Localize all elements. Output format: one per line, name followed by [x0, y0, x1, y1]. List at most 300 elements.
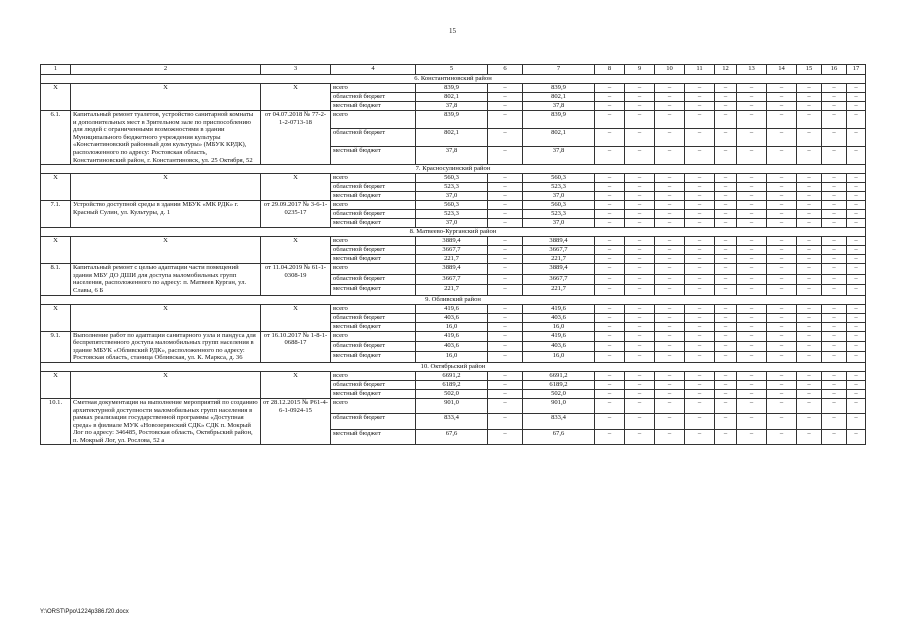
dash-cell: –	[595, 201, 625, 210]
amount-col7: 37,8	[523, 147, 595, 165]
dash-cell: –	[822, 237, 847, 246]
item-number: 7.1.	[41, 201, 71, 228]
dash-cell: –	[767, 183, 797, 192]
x-mark-cell: Х	[71, 84, 261, 111]
budget-source-label: всего	[331, 398, 416, 414]
dash-cell: –	[767, 174, 797, 183]
dash-cell: –	[488, 102, 523, 111]
dash-cell: –	[822, 246, 847, 255]
item-row	[41, 201, 866, 210]
dash-cell: –	[822, 304, 847, 313]
dash-cell: –	[625, 210, 655, 219]
x-mark-cell: Х	[41, 84, 71, 111]
dash-cell: –	[797, 429, 822, 445]
dash-cell: –	[767, 147, 797, 165]
dash-cell: –	[847, 183, 866, 192]
dash-cell: –	[767, 210, 797, 219]
dash-cell: –	[488, 389, 523, 398]
dash-cell: –	[847, 389, 866, 398]
dash-cell: –	[715, 102, 737, 111]
x-mark-cell: Х	[261, 304, 331, 331]
column-number-cell: 12	[715, 65, 737, 75]
dash-cell: –	[625, 102, 655, 111]
dash-cell: –	[655, 285, 685, 295]
amount-col7: 221,7	[523, 255, 595, 264]
dash-cell: –	[797, 304, 822, 313]
amount-col7: 67,6	[523, 429, 595, 445]
region-row	[41, 295, 866, 304]
column-number-cell: 9	[625, 65, 655, 75]
amount-col7: 523,3	[523, 183, 595, 192]
dash-cell: –	[595, 322, 625, 331]
dash-cell: –	[822, 84, 847, 93]
dash-cell: –	[655, 183, 685, 192]
dash-cell: –	[822, 380, 847, 389]
amount-total: 67,6	[416, 429, 488, 445]
dash-cell: –	[595, 219, 625, 228]
dash-cell: –	[822, 341, 847, 351]
dash-cell: –	[737, 341, 767, 351]
amount-col7: 37,0	[523, 192, 595, 201]
budget-source-label: всего	[331, 111, 416, 129]
region-total-row	[41, 84, 866, 93]
dash-cell: –	[737, 129, 767, 147]
dash-cell: –	[685, 380, 715, 389]
column-number-cell: 2	[71, 65, 261, 75]
dash-cell: –	[625, 93, 655, 102]
budget-source-label: областной бюджет	[331, 341, 416, 351]
dash-cell: –	[767, 341, 797, 351]
dash-cell: –	[822, 274, 847, 284]
dash-cell: –	[847, 192, 866, 201]
dash-cell: –	[822, 174, 847, 183]
dash-cell: –	[847, 371, 866, 380]
dash-cell: –	[822, 331, 847, 341]
dash-cell: –	[767, 201, 797, 210]
dash-cell: –	[847, 285, 866, 295]
amount-total: 802,1	[416, 129, 488, 147]
dash-cell: –	[822, 322, 847, 331]
amount-col7: 802,1	[523, 93, 595, 102]
amount-total: 6691,2	[416, 371, 488, 380]
column-number-cell: 11	[685, 65, 715, 75]
x-mark-cell: Х	[261, 174, 331, 201]
dash-cell: –	[737, 352, 767, 362]
dash-cell: –	[488, 264, 523, 274]
dash-cell: –	[595, 274, 625, 284]
dash-cell: –	[625, 219, 655, 228]
dash-cell: –	[488, 341, 523, 351]
dash-cell: –	[715, 371, 737, 380]
budget-source-label: областной бюджет	[331, 210, 416, 219]
x-mark-cell: Х	[261, 84, 331, 111]
dash-cell: –	[767, 380, 797, 389]
dash-cell: –	[737, 313, 767, 322]
x-mark-cell: Х	[41, 237, 71, 264]
region-title: 7. Красносулинский район	[41, 165, 866, 174]
dash-cell: –	[797, 380, 822, 389]
dash-cell: –	[625, 352, 655, 362]
dash-cell: –	[685, 304, 715, 313]
dash-cell: –	[797, 322, 822, 331]
dash-cell: –	[685, 147, 715, 165]
dash-cell: –	[847, 304, 866, 313]
column-number-cell: 15	[797, 65, 822, 75]
dash-cell: –	[847, 210, 866, 219]
dash-cell: –	[685, 398, 715, 414]
dash-cell: –	[625, 129, 655, 147]
dash-cell: –	[595, 331, 625, 341]
dash-cell: –	[715, 147, 737, 165]
budget-source-label: всего	[331, 237, 416, 246]
dash-cell: –	[715, 322, 737, 331]
dash-cell: –	[488, 331, 523, 341]
item-row	[41, 398, 866, 414]
column-number-cell: 8	[595, 65, 625, 75]
dash-cell: –	[797, 102, 822, 111]
amount-total: 839,9	[416, 84, 488, 93]
dash-cell: –	[737, 111, 767, 129]
dash-cell: –	[822, 219, 847, 228]
dash-cell: –	[767, 371, 797, 380]
dash-cell: –	[737, 274, 767, 284]
dash-cell: –	[685, 111, 715, 129]
dash-cell: –	[715, 111, 737, 129]
amount-total: 419,6	[416, 304, 488, 313]
amount-total: 560,3	[416, 201, 488, 210]
dash-cell: –	[595, 285, 625, 295]
dash-cell: –	[488, 129, 523, 147]
dash-cell: –	[655, 147, 685, 165]
dash-cell: –	[767, 352, 797, 362]
amount-total: 37,0	[416, 192, 488, 201]
dash-cell: –	[595, 174, 625, 183]
dash-cell: –	[625, 429, 655, 445]
amount-col7: 3667,7	[523, 274, 595, 284]
amount-col7: 3889,4	[523, 264, 595, 274]
dash-cell: –	[595, 264, 625, 274]
dash-cell: –	[685, 255, 715, 264]
dash-cell: –	[685, 192, 715, 201]
dash-cell: –	[847, 237, 866, 246]
dash-cell: –	[822, 93, 847, 102]
budget-source-label: областной бюджет	[331, 93, 416, 102]
amount-total: 3667,7	[416, 246, 488, 255]
amount-total: 502,0	[416, 389, 488, 398]
amount-col7: 419,6	[523, 331, 595, 341]
dash-cell: –	[847, 313, 866, 322]
dash-cell: –	[797, 93, 822, 102]
item-row	[41, 111, 866, 129]
dash-cell: –	[797, 129, 822, 147]
budget-table	[40, 64, 866, 445]
dash-cell: –	[685, 429, 715, 445]
amount-col7: 3667,7	[523, 246, 595, 255]
dash-cell: –	[715, 414, 737, 430]
dash-cell: –	[595, 210, 625, 219]
dash-cell: –	[488, 285, 523, 295]
dash-cell: –	[715, 304, 737, 313]
budget-source-label: областной бюджет	[331, 274, 416, 284]
dash-cell: –	[655, 174, 685, 183]
budget-source-label: местный бюджет	[331, 322, 416, 331]
item-contract: от 28.12.2015 № Р61-4-6-1-0924-15	[261, 398, 331, 445]
dash-cell: –	[488, 398, 523, 414]
dash-cell: –	[767, 111, 797, 129]
budget-source-label: местный бюджет	[331, 219, 416, 228]
dash-cell: –	[595, 398, 625, 414]
amount-col7: 6189,2	[523, 380, 595, 389]
dash-cell: –	[715, 84, 737, 93]
region-title: 9. Обливский район	[41, 295, 866, 304]
column-number-cell: 6	[488, 65, 523, 75]
dash-cell: –	[488, 84, 523, 93]
budget-source-label: всего	[331, 331, 416, 341]
amount-total: 16,0	[416, 352, 488, 362]
dash-cell: –	[595, 237, 625, 246]
amount-col7: 221,7	[523, 285, 595, 295]
budget-source-label: областной бюджет	[331, 246, 416, 255]
amount-col7: 403,6	[523, 313, 595, 322]
dash-cell: –	[822, 313, 847, 322]
budget-source-label: местный бюджет	[331, 147, 416, 165]
dash-cell: –	[655, 380, 685, 389]
dash-cell: –	[625, 264, 655, 274]
column-number-cell: 14	[767, 65, 797, 75]
dash-cell: –	[797, 246, 822, 255]
dash-cell: –	[715, 93, 737, 102]
dash-cell: –	[488, 111, 523, 129]
dash-cell: –	[655, 102, 685, 111]
item-description: Устройство доступной среды в здании МБУК «МК РДК» г. Красный Сулин, ул. Культуры, д. 1	[71, 201, 261, 228]
dash-cell: –	[595, 313, 625, 322]
dash-cell: –	[767, 237, 797, 246]
dash-cell: –	[625, 380, 655, 389]
dash-cell: –	[625, 274, 655, 284]
dash-cell: –	[595, 111, 625, 129]
dash-cell: –	[488, 147, 523, 165]
dash-cell: –	[797, 111, 822, 129]
x-mark-cell: Х	[261, 371, 331, 398]
dash-cell: –	[822, 389, 847, 398]
amount-total: 833,4	[416, 414, 488, 430]
dash-cell: –	[595, 304, 625, 313]
dash-cell: –	[847, 341, 866, 351]
dash-cell: –	[715, 219, 737, 228]
dash-cell: –	[737, 237, 767, 246]
dash-cell: –	[715, 341, 737, 351]
region-title: 8. Матвеево-Курганский район	[41, 228, 866, 237]
dash-cell: –	[655, 322, 685, 331]
dash-cell: –	[685, 84, 715, 93]
region-row	[41, 228, 866, 237]
dash-cell: –	[715, 237, 737, 246]
dash-cell: –	[685, 93, 715, 102]
dash-cell: –	[655, 255, 685, 264]
amount-total: 523,3	[416, 210, 488, 219]
dash-cell: –	[625, 414, 655, 430]
item-description: Капитальный ремонт туалетов, устройство санитарной комнаты и дополнительных мест в Зрительном зале по приспособлению для людей с ограниченными возможностями в здании Муниципального бюджетного учреждения культуры «Константиновский районный дом культуры» (МБУК КРДК), расположенного по адресу: Ростовская область, Константиновский район, г. Константиновск, ул. 25 Октября, 52	[71, 111, 261, 165]
dash-cell: –	[737, 192, 767, 201]
dash-cell: –	[822, 192, 847, 201]
dash-cell: –	[767, 93, 797, 102]
amount-total: 839,9	[416, 111, 488, 129]
amount-col7: 560,3	[523, 174, 595, 183]
dash-cell: –	[685, 183, 715, 192]
dash-cell: –	[737, 246, 767, 255]
dash-cell: –	[685, 352, 715, 362]
amount-total: 6189,2	[416, 380, 488, 389]
dash-cell: –	[685, 237, 715, 246]
amount-total: 221,7	[416, 255, 488, 264]
dash-cell: –	[737, 389, 767, 398]
dash-cell: –	[488, 174, 523, 183]
dash-cell: –	[737, 331, 767, 341]
dash-cell: –	[655, 398, 685, 414]
dash-cell: –	[685, 322, 715, 331]
dash-cell: –	[685, 341, 715, 351]
amount-col7: 419,6	[523, 304, 595, 313]
dash-cell: –	[625, 192, 655, 201]
dash-cell: –	[655, 210, 685, 219]
dash-cell: –	[655, 313, 685, 322]
dash-cell: –	[797, 255, 822, 264]
dash-cell: –	[797, 414, 822, 430]
dash-cell: –	[595, 93, 625, 102]
dash-cell: –	[737, 380, 767, 389]
dash-cell: –	[797, 352, 822, 362]
region-total-row	[41, 371, 866, 380]
x-mark-cell: Х	[41, 174, 71, 201]
dash-cell: –	[625, 304, 655, 313]
column-number-cell: 5	[416, 65, 488, 75]
dash-cell: –	[595, 389, 625, 398]
amount-total: 37,8	[416, 102, 488, 111]
amount-total: 37,8	[416, 147, 488, 165]
dash-cell: –	[847, 352, 866, 362]
budget-source-label: местный бюджет	[331, 255, 416, 264]
dash-cell: –	[625, 174, 655, 183]
dash-cell: –	[767, 414, 797, 430]
budget-source-label: всего	[331, 84, 416, 93]
dash-cell: –	[625, 398, 655, 414]
dash-cell: –	[797, 371, 822, 380]
dash-cell: –	[655, 129, 685, 147]
x-mark-cell: Х	[71, 371, 261, 398]
document-path: Y:\ORST\Ppo\1224p386.f20.docx	[40, 609, 129, 615]
dash-cell: –	[737, 93, 767, 102]
dash-cell: –	[847, 398, 866, 414]
dash-cell: –	[685, 285, 715, 295]
dash-cell: –	[595, 429, 625, 445]
amount-col7: 523,3	[523, 210, 595, 219]
budget-source-label: всего	[331, 174, 416, 183]
dash-cell: –	[847, 93, 866, 102]
dash-cell: –	[595, 246, 625, 255]
dash-cell: –	[797, 219, 822, 228]
dash-cell: –	[737, 183, 767, 192]
dash-cell: –	[625, 201, 655, 210]
column-number-cell: 4	[331, 65, 416, 75]
dash-cell: –	[797, 389, 822, 398]
dash-cell: –	[847, 322, 866, 331]
dash-cell: –	[797, 274, 822, 284]
budget-source-label: местный бюджет	[331, 429, 416, 445]
dash-cell: –	[685, 102, 715, 111]
dash-cell: –	[737, 102, 767, 111]
dash-cell: –	[685, 414, 715, 430]
dash-cell: –	[847, 331, 866, 341]
dash-cell: –	[767, 285, 797, 295]
dash-cell: –	[847, 274, 866, 284]
dash-cell: –	[685, 371, 715, 380]
dash-cell: –	[847, 111, 866, 129]
dash-cell: –	[488, 380, 523, 389]
item-number: 9.1.	[41, 331, 71, 362]
amount-col7: 502,0	[523, 389, 595, 398]
dash-cell: –	[685, 210, 715, 219]
dash-cell: –	[655, 331, 685, 341]
dash-cell: –	[595, 147, 625, 165]
dash-cell: –	[715, 129, 737, 147]
dash-cell: –	[822, 111, 847, 129]
dash-cell: –	[737, 398, 767, 414]
dash-cell: –	[797, 341, 822, 351]
dash-cell: –	[625, 237, 655, 246]
region-row	[41, 165, 866, 174]
dash-cell: –	[822, 255, 847, 264]
dash-cell: –	[595, 192, 625, 201]
dash-cell: –	[488, 210, 523, 219]
amount-col7: 6691,2	[523, 371, 595, 380]
item-contract: от 11.04.2019 № 61-1-0308-19	[261, 264, 331, 295]
dash-cell: –	[685, 201, 715, 210]
dash-cell: –	[847, 414, 866, 430]
dash-cell: –	[625, 389, 655, 398]
dash-cell: –	[595, 414, 625, 430]
column-number-row	[41, 65, 866, 75]
amount-total: 37,0	[416, 219, 488, 228]
dash-cell: –	[737, 255, 767, 264]
dash-cell: –	[488, 313, 523, 322]
item-contract: от 29.09.2017 № 3-6-1-0235-17	[261, 201, 331, 228]
dash-cell: –	[822, 201, 847, 210]
budget-source-label: областной бюджет	[331, 414, 416, 430]
amount-col7: 37,0	[523, 219, 595, 228]
dash-cell: –	[737, 429, 767, 445]
dash-cell: –	[797, 237, 822, 246]
dash-cell: –	[797, 264, 822, 274]
item-number: 10.1.	[41, 398, 71, 445]
dash-cell: –	[822, 352, 847, 362]
dash-cell: –	[822, 210, 847, 219]
dash-cell: –	[847, 147, 866, 165]
region-total-row	[41, 237, 866, 246]
page-number: 15	[449, 27, 456, 35]
dash-cell: –	[767, 274, 797, 284]
column-number-cell: 3	[261, 65, 331, 75]
dash-cell: –	[488, 322, 523, 331]
dash-cell: –	[625, 341, 655, 351]
amount-col7: 16,0	[523, 322, 595, 331]
dash-cell: –	[822, 102, 847, 111]
dash-cell: –	[737, 201, 767, 210]
dash-cell: –	[797, 84, 822, 93]
dash-cell: –	[655, 352, 685, 362]
dash-cell: –	[797, 147, 822, 165]
item-number: 6.1.	[41, 111, 71, 165]
dash-cell: –	[625, 371, 655, 380]
